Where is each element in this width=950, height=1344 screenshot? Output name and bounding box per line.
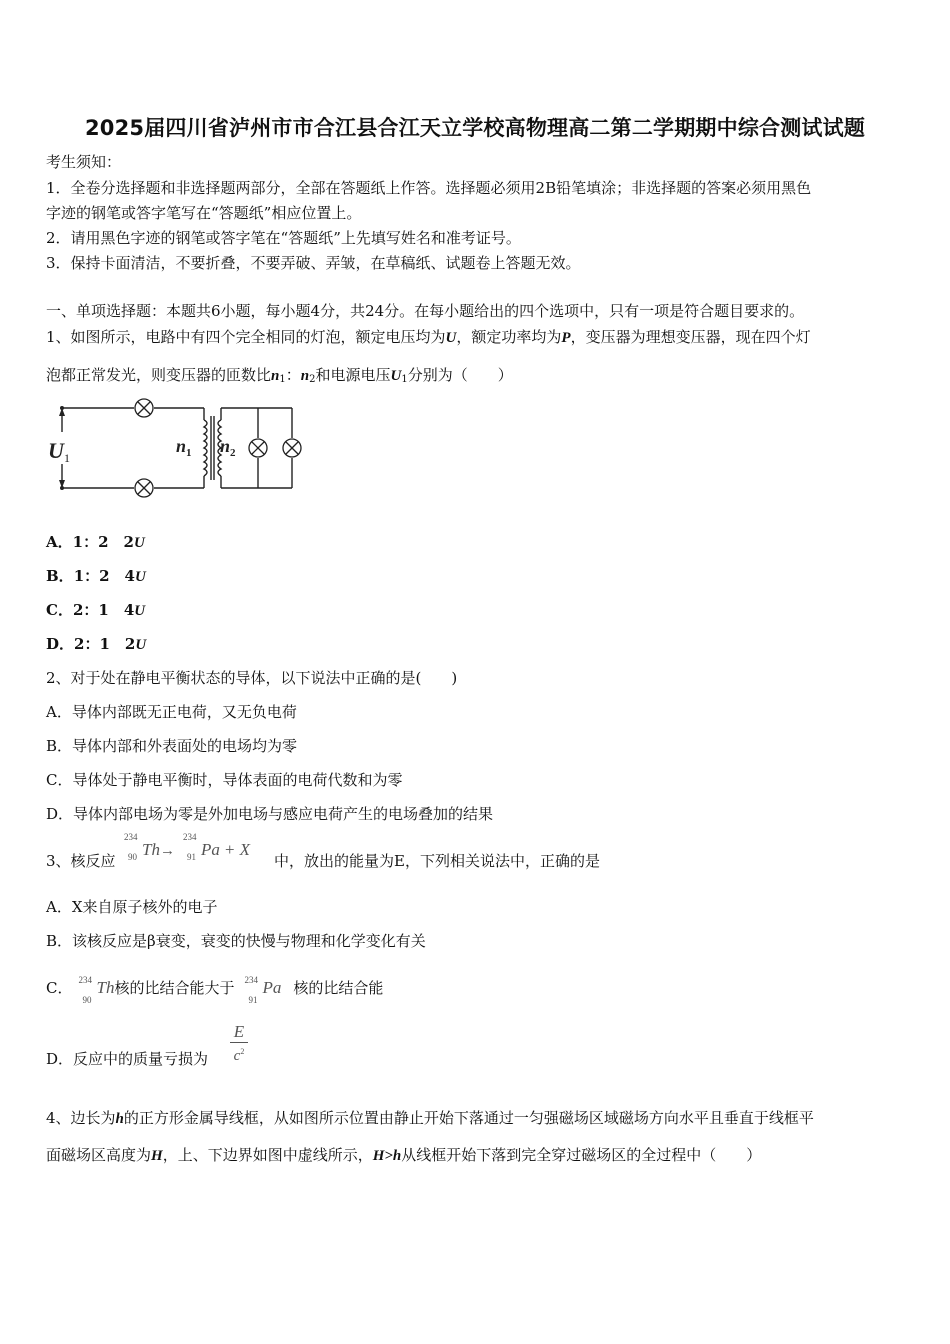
q2-option-a[interactable]: A．导体内部既无正电荷，又无负电荷	[46, 703, 297, 721]
q2-option-b[interactable]: B．导体内部和外表面处的电场均为零	[46, 737, 298, 755]
section-heading: 一、单项选择题：本题共6小题，每小题4分，共24分。在每小题给出的四个选项中，只有一项是符合题目要求的。	[46, 302, 805, 320]
svg-text:1: 1	[64, 451, 70, 465]
q3-option-a[interactable]: A．X来自原子核外的电子	[46, 898, 218, 916]
notice-line-1: 1．全卷分选择题和非选择题两部分，全部在答题纸上作答。选择题必须用2B铅笔填涂；非选择题的答案必须用黑色	[46, 179, 812, 197]
q3-option-b[interactable]: B．该核反应是β衰变，衰变的快慢与物理和化学变化有关	[46, 932, 426, 950]
q3-nuclear-equation: 234 90 Th→ 234 91 Pa + X	[124, 832, 250, 862]
lamp-icon	[283, 439, 301, 457]
q4-stem-line-2: 面磁场区高度为H，上、下边界如图中虚线所示，H>h从线框开始下落到完全穿过磁场区的全过程中（ ）	[46, 1146, 762, 1164]
q1-stem-line-1: 1、如图所示，电路中有四个完全相同的灯泡，额定电压均为U，额定功率均为P，变压器为理想变压器，现在四个灯	[46, 328, 811, 346]
q1-stem-line-2: 泡都正常发光，则变压器的匝数比$n_1$：$n_2$和电源电压$U_1$分别为（ ）	[46, 366, 513, 385]
q3-option-c[interactable]: C． 234 90 Th核的比结合能大于 234 91 Pa 核的比结合能	[46, 975, 384, 1005]
notice-line-1b: 字迹的钢笔或答字笔写在“答题纸”相应位置上。	[46, 204, 362, 222]
lamp-icon	[249, 439, 267, 457]
q3-stem-prefix: 3、核反应	[46, 852, 116, 870]
mass-defect-fraction: $\frac{E}{c^2}$	[230, 1022, 248, 1065]
q4-stem-line-1: 4、边长为h的正方形金属导线框，从如图所示位置由静止开始下落通过一匀强磁场区域磁场方向水平且垂直于线框平	[46, 1109, 814, 1127]
lamp-icon	[135, 399, 153, 417]
svg-text:n: n	[176, 436, 187, 456]
q2-option-d[interactable]: D．导体内部电场为零是外加电场与感应电荷产生的电场叠加的结果	[46, 805, 494, 823]
notice-line-3: 3．保持卡面清洁，不要折叠，不要弄破、弄皱，在草稿纸、试题卷上答题无效。	[46, 254, 581, 272]
notice-line-2: 2．请用黑色字迹的钢笔或答字笔在“答题纸”上先填写姓名和准考证号。	[46, 229, 521, 247]
svg-text:1: 1	[186, 447, 192, 459]
q1-option-b[interactable]: B．1：2 4U	[46, 567, 146, 585]
q2-option-c[interactable]: C．导体处于静电平衡时，导体表面的电荷代数和为零	[46, 771, 403, 789]
notice-heading: 考生须知：	[46, 153, 122, 171]
q1-option-c[interactable]: C．2：1 4U	[46, 601, 146, 619]
q3-option-d[interactable]: D．反应中的质量亏损为	[46, 1050, 209, 1068]
svg-text:n: n	[220, 436, 231, 456]
q1-option-a[interactable]: A．1：2 2U	[46, 533, 145, 551]
q1-option-d[interactable]: D．2：1 2U	[46, 635, 147, 653]
svg-text:2: 2	[230, 447, 236, 459]
q3-stem-suffix: 中，放出的能量为E，下列相关说法中，正确的是	[274, 852, 600, 870]
q2-stem: 2、对于处在静电平衡状态的导体，以下说法中正确的是( )	[46, 669, 458, 687]
q1-circuit-diagram	[40, 396, 310, 500]
page-title: 2025届四川省泸州市市合江县合江天立学校高物理高二第二学期期中综合测试试题	[84, 116, 866, 140]
lamp-icon	[135, 479, 153, 497]
svg-text:U: U	[48, 438, 64, 463]
